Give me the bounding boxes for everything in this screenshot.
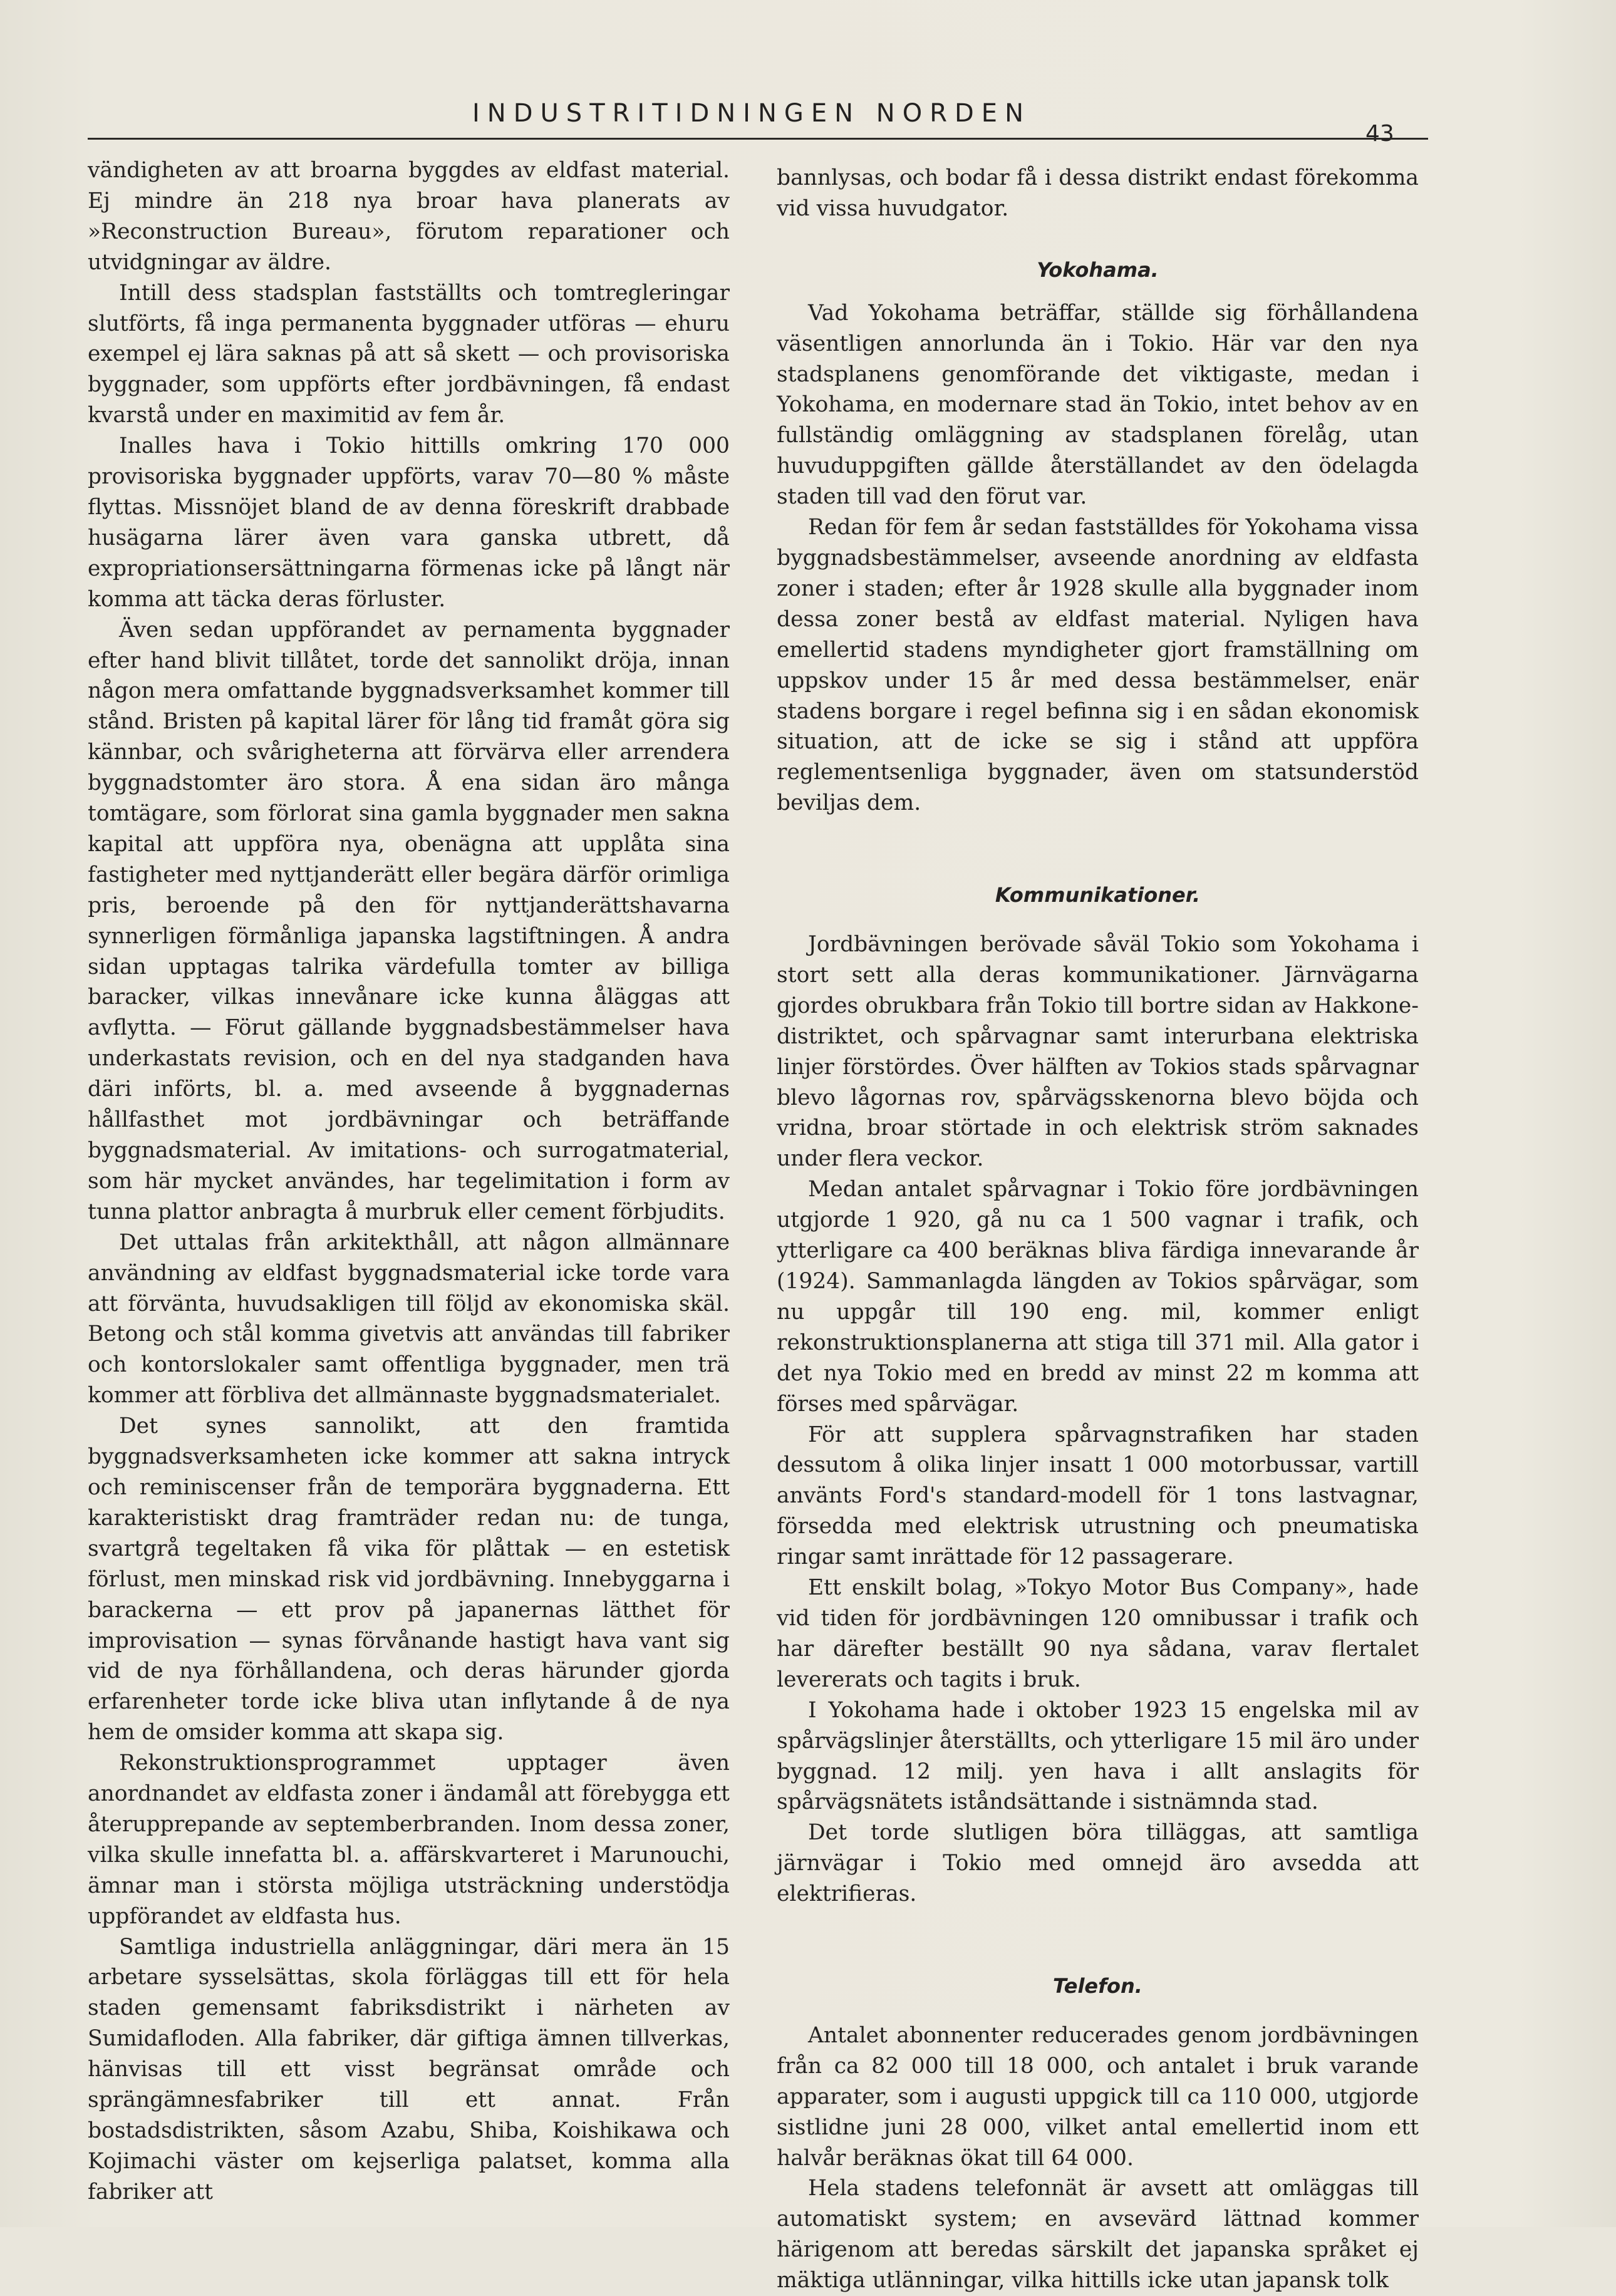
section-heading-telefon: Telefon.	[1053, 1974, 1142, 1999]
paragraph: Det synes sannolikt, att den framtida byggnadsverksamheten icke kommer att sakna intryck och reminiscenser från de temporära byggnaderna. Ett karakteristiskt drag framträder redan nu: de tunga, svartgrå tegeltaken få vika för plåttak — en estetisk förlust, men minskad risk vid jordbävning. Innebyggarna i barackerna — ett prov på japanernas lätthet för improvisation — synas förvånande hastigt hava vant sig vid de nya förhållandena, och deras härunder gjorda erfarenheter torde icke bliva utan inflytande å de nya hem de omsider komma att skapa sig.	[88, 1414, 730, 1745]
paragraph: Även sedan uppförandet av pernamenta byggnader efter hand blivit tillåtet, torde det sannolikt dröja, innan någon mera omfattande byggnadsverksamhet kommer till stånd. Bristen på kapital lärer för lång tid framåt göra sig kännbar, och svårigheterna att förvärva eller arrendera byggnadstomter äro stora. Å ena sidan äro många tomtägare, som förlorat sina gamla byggnader men sakna kapital att uppföra nya, obenägna att upplåta sina fastigheter med nyttjanderätt eller begära därför orimliga pris, beroende på den för nyttjanderättshavarna synnerligen förmånliga japanska lagstiftningen. Å andra sidan upptagas talrika värdefulla tomter av billiga baracker, vilkas innevånare icke kunna åläggas att avflytta. — Förut gällande byggnadsbestämmelser hava underkastats revision, och en del nya stadganden hava däri införts, bl. a. med avseende å byggnadernas hållfasthet mot jordbävningar och beträffande byggnadsmaterial. Av imitations- och surrogatmaterial, som här mycket användes, har tegelimitation i form av tunna plattor anbragta å murbruk eller cement förbjudits.	[88, 617, 730, 1224]
paragraph: Ett enskilt bolag, »Tokyo Motor Bus Company», hade vid tiden för jordbävningen 120 omnibussar i trafik och har därefter beställt 90 nya sådana, varav flertalet levererats och tagits i bruk.	[777, 1575, 1419, 1692]
header-rule	[88, 138, 1428, 140]
section-heading-yokohama: Yokohama.	[1037, 257, 1159, 282]
paragraph: bannlysas, och bodar få i dessa distrikt endast förekomma vid vissa huvudgator.	[777, 165, 1419, 221]
right-column	[777, 163, 1419, 2296]
paragraph: I Yokohama hade i oktober 1923 15 engelska mil av spårvägslinjer återställts, och ytterligare 15 mil äro under byggnad. 12 milj. yen hava i allt anslagits för spårvägsnätets iståndsättande i sistnämnda stad.	[777, 1697, 1419, 1815]
paragraph: Det torde slutligen böra tilläggas, att samtliga järnvägar i Tokio med omnejd äro avsedda att elektrifieras.	[777, 1820, 1419, 1907]
paragraph: Rekonstruktionsprogrammet upptager även anordnandet av eldfasta zoner i ändamål att förebygga ett återupprepande av septemberbranden. Inom dessa zoner, vilka skulle innefatta bl. a. affärskvarteret i Marunouchi, ämnar man i största möjliga utsträckning understödja uppförandet av eldfasta hus.	[88, 1750, 730, 1929]
paragraph: Jordbävningen berövade såväl Tokio som Yokohama i stort sett alla deras kommunikationer. Järnvägarna gjordes obrukbara från Tokio till bortre sidan av Hakkone-distriktet, och spårvagnar samt interurbana elektriska linjer förstördes. Över hälften av Tokios stads spårvagnar blevo lågornas rov, spårvägsskenorna blevo böjda och vridna, broar störtade in och elektrisk ström saknades under flera veckor.	[777, 932, 1419, 1172]
paragraph: Intill dess stadsplan fastställts och tomtregleringar slutförts, få inga permanenta byggnader utföras — ehuru exempel ej lära saknas på att så skett — och provisoriska byggnader, som uppförts efter jordbävningen, få endast kvarstå under en maximitid av fem år.	[88, 280, 730, 428]
paragraph: Redan för fem år sedan fastställdes för Yokohama vissa byggnadsbestämmelser, avseende anordning av eldfasta zoner i staden; efter år 1928 skulle alla byggnader inom dessa zoner bestå av eldfast material. Nyligen hava emellertid stadens myndigheter gjort framställning om uppskov under 15 år med dessa bestämmelser, enär stadens borgare i regel befinna sig i en sådan ekonomisk situation, att de icke se sig i stånd att uppföra reglementsenliga byggnader, även om statsunderstöd beviljas dem.	[777, 515, 1419, 816]
paragraph: Antalet abonnenter reducerades genom jordbävningen från ca 82 000 till 18 000, och antalet i bruk varande apparater, som i augusti uppgick till ca 110 000, utgjorde sistlidne juni 28 000, vilket antal emellertid inom ett halvår beräknas ökat till 64 000.	[777, 2022, 1419, 2171]
paragraph: Hela stadens telefonnät är avsett att omläggas till automatiskt system; en avsevärd lättnad kommer härigenom att beredas särskilt det japanska språket ej mäktiga utlänningar, vilka hittills icke utan japansk tolk	[777, 2176, 1419, 2293]
paragraph: Det uttalas från arkitekthåll, att någon allmännare användning av eldfast byggnadsmaterial icke torde vara att förvänta, huvudsakligen till följd av ekonomiska skäl. Betong och stål komma givetvis att användas till fabriker och kontorslokaler samt offentliga byggnader, men trä kommer att förbliva det allmännaste byggnadsmaterialet.	[88, 1229, 730, 1409]
paragraph: Medan antalet spårvagnar i Tokio före jordbävningen utgjorde 1 920, gå nu ca 1 500 vagnar i trafik, och ytterligare ca 400 beräknas bliva färdiga innevarande år (1924). Sammanlagda längden av Tokios spårvägar, som nu uppgår till 190 eng. mil, kommer enligt rekonstruktionsplanerna att stiga till 371 mil. Alla gator i det nya Tokio med en bredd av minst 22 m komma att förses med spårvägar.	[777, 1177, 1419, 1417]
paragraph: Inalles hava i Tokio hittills omkring 170 000 provisoriska byggnader uppförts, varav 70—80 % måste flyttas. Missnöjet bland de av denna föreskrift drabbade husägarna lärer även vara ganska utbrett, då expropriationsersättningarna förmenas icke på långt när komma att täcka deras förluster.	[88, 433, 730, 612]
paragraph: Vad Yokohama beträffar, ställde sig förhållandena väsentligen annorlunda än i Tokio. Här var den nya stadsplanens genomförande det viktigaste, medan i Yokohama, en modernare stad än Tokio, intet behov av en fullständig omläggning av stadsplanen förelåg, utan huvuduppgiften gällde återställandet av den ödelagda staden till vad den förut var.	[777, 300, 1419, 510]
running-header-title: INDUSTRITIDNINGEN NORDEN	[472, 99, 1031, 128]
left-column	[88, 155, 730, 2208]
paragraph: vändigheten av att broarna byggdes av eldfast material. Ej mindre än 218 nya broar hava planerats av »Reconstruction Bureau», förutom reparationer och utvidgningar av äldre.	[88, 158, 730, 275]
page-number: 43	[1365, 121, 1394, 147]
paragraph: Samtliga industriella anläggningar, däri mera än 15 arbetare sysselsättas, skola förläggas till ett för hela staden gemensamt fabriksdistrikt i närheten av Sumidafloden. Alla fabriker, där giftiga ämnen tillverkas, hänvisas till ett visst begränsat område och sprängämnesfabriker till ett annat. Från bostadsdistrikten, såsom Azabu, Shiba, Koishikawa och Kojimachi väster om kejserliga palatset, komma alla fabriker att	[88, 1934, 730, 2205]
section-heading-kommunikationer: Kommunikationer.	[995, 883, 1201, 908]
paragraph: För att supplera spårvagnstrafiken har staden dessutom å olika linjer insatt 1 000 motorbussar, vartill använts Ford's standard-modell för 1 tons lastvagnar, försedda med elektrisk utrustning och pneumatiska ringar samt inrättade för 12 passagerare.	[777, 1422, 1419, 1570]
